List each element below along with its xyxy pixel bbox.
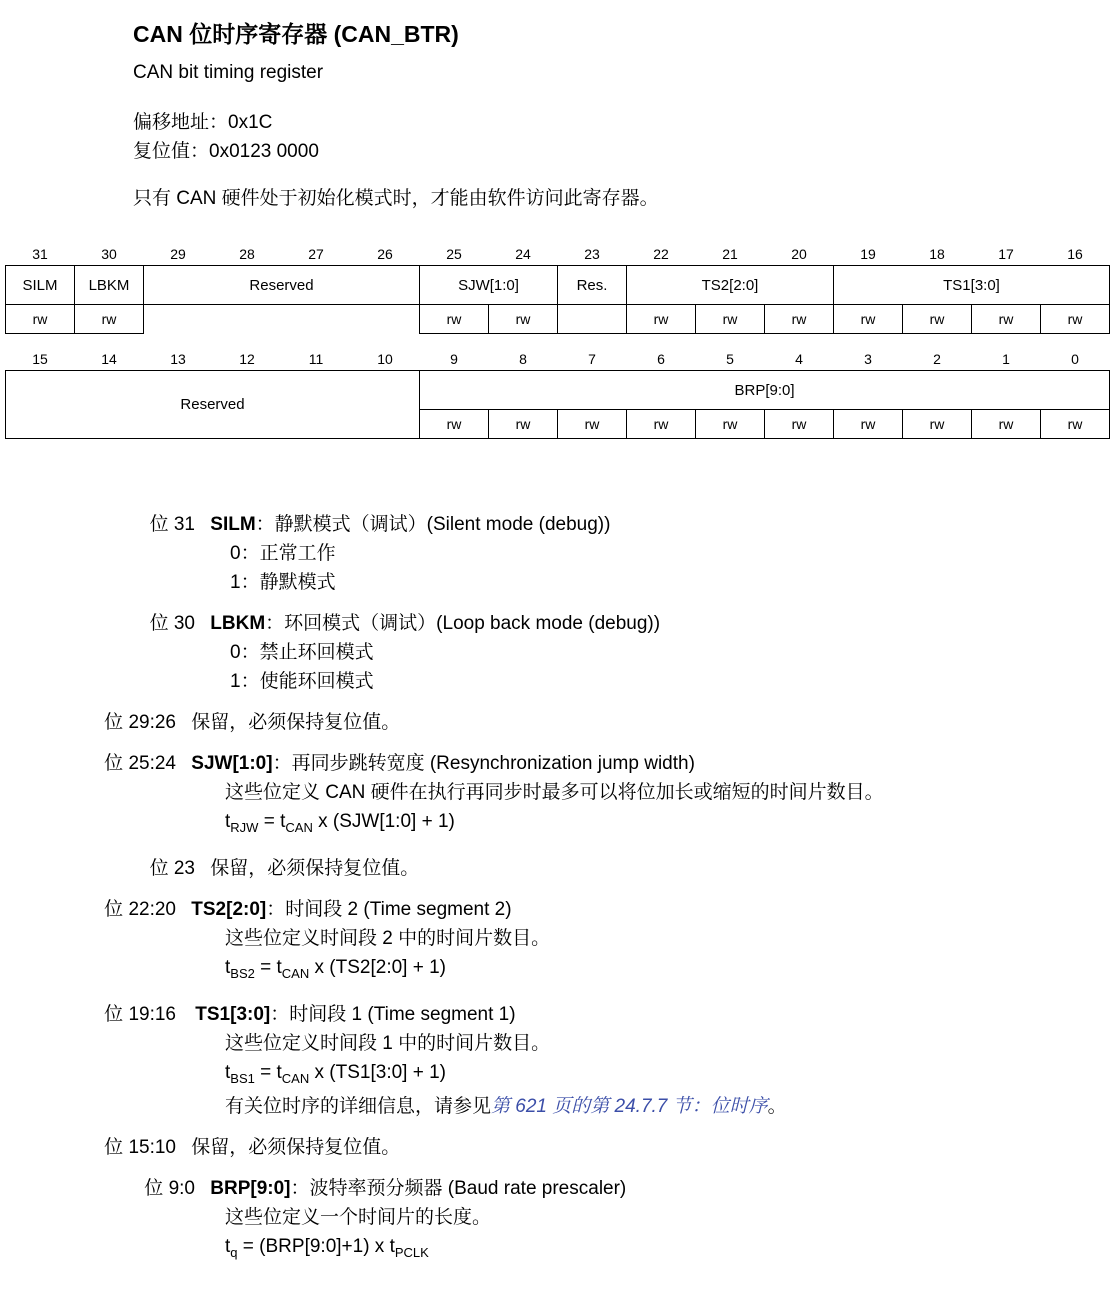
bit-number: 29 [170,246,186,262]
access-cell: rw [75,305,144,334]
register-map-low [5,348,1110,439]
formula-subscript: PCLK [394,1245,429,1261]
access-cell: rw [420,410,489,439]
section-link[interactable]: 第 621 页的第 24.7.7 节：位时序 [491,1096,768,1118]
access-cell: rw [834,305,903,334]
field-title: ：时间段 1 (Time segment 1) [270,1003,516,1025]
bit-number: 24 [515,246,531,262]
bit-number: 25 [446,246,462,262]
bit-range: 位 22:20 [104,898,176,920]
description-reserved-23 [0,854,1115,883]
bit-number: 15 [32,351,48,367]
access-cell: rw [1041,410,1110,439]
page-title: CAN 位时序寄存器 (CAN_BTR) [133,21,459,47]
access-cell [558,305,627,334]
access-cell: rw [972,410,1041,439]
bit-field: BRP[9:0] [420,371,1110,410]
bit-number: 0 [1071,351,1079,367]
cross-reference [225,1092,1115,1121]
formula-subscript: BS2 [230,965,255,981]
description-reserved-15-10 [0,1133,1115,1162]
option-0: 0：禁止环回模式 [230,642,374,663]
field-name: SJW[1:0] [191,753,273,774]
formula-part: = (BRP[9:0]+1) x t [237,1236,395,1258]
access-row [6,305,1110,334]
bit-number: 28 [239,246,255,262]
bit-number: 1 [1002,351,1010,367]
bit-number: 10 [377,351,393,367]
field-title: ：时间段 2 (Time segment 2) [266,898,512,920]
access-cell: rw [627,305,696,334]
bit-number: 16 [1067,246,1083,262]
bit-number: 18 [929,246,945,262]
formula-part: = t [254,956,282,978]
bit-number: 26 [377,246,393,262]
description-lbkm [0,609,1115,696]
bit-range: 位 29:26 [104,712,176,733]
bit-field: SJW[1:0] [420,266,558,305]
description-brp [0,1174,1115,1267]
bit-range: 位 19:16 [104,1003,176,1025]
formula-part: x (TS1[3:0] + 1) [309,1061,446,1083]
bit-field: LBKM [75,266,144,305]
access-note: 只有 CAN 硬件处于初始化模式时，才能由软件访问此寄存器。 [133,188,659,209]
register-map-high [5,243,1110,334]
bit-number: 12 [239,351,255,367]
bit-field: Reserved [6,371,420,439]
bit-number: 30 [101,246,117,262]
bit-number: 13 [170,351,186,367]
bit-number-row [6,243,1110,266]
formula-subscript: RJW [230,819,259,835]
formula-subscript: BS1 [230,1070,255,1086]
description-reserved-29-26 [0,708,1115,737]
bit-number: 14 [101,351,117,367]
access-cell-reserved [144,305,420,334]
access-cell: rw [558,410,627,439]
bit-number: 20 [791,246,807,262]
cross-reference-text: 有关位时序的详细信息，请参见 [225,1096,492,1118]
bit-number: 5 [726,351,734,367]
formula-subscript: CAN [285,819,313,835]
access-cell: rw [903,410,972,439]
page-subtitle: CAN bit timing register [133,62,324,83]
bit-range: 位 23 [149,857,195,879]
bit-field: Res. [558,266,627,305]
bit-field: TS2[2:0] [627,266,834,305]
bit-number-row [6,348,1110,371]
description-silm [0,510,1115,597]
bit-range: 位 15:10 [104,1137,176,1159]
bit-number: 22 [653,246,669,262]
formula-subscript: q [230,1245,238,1261]
access-cell: rw [834,410,903,439]
field-formula [225,953,1115,988]
field-title: ：再同步跳转宽度 (Resynchronization jump width) [272,753,695,774]
field-detail: 这些位定义时间段 2 中的时间片数目。 [225,927,551,949]
reserved-text: 保留，必须保持复位值。 [191,712,401,733]
field-formula [225,807,1115,842]
bit-number: 7 [588,351,596,367]
bit-range: 位 31 [149,514,195,535]
bit-field: TS1[3:0] [834,266,1110,305]
bit-range: 位 25:24 [104,753,176,774]
bit-descriptions [0,510,1115,1269]
bit-number: 9 [450,351,458,367]
description-ts2 [0,895,1115,988]
field-name: LBKM [210,613,266,634]
description-ts1 [0,1000,1115,1122]
access-cell: rw [765,410,834,439]
field-formula [225,1232,1115,1267]
formula-part: = t [254,1061,282,1083]
access-cell: rw [627,410,696,439]
bit-field: Reserved [144,266,420,305]
access-cell: rw [696,305,765,334]
access-cell: rw [489,410,558,439]
reserved-text: 保留，必须保持复位值。 [210,857,420,879]
bit-range: 位 30 [149,613,195,634]
field-name: TS1[3:0] [195,1003,271,1025]
reset-value: 复位值：0x0123 0000 [133,141,319,162]
bit-number: 8 [519,351,527,367]
bit-number: 11 [308,351,324,367]
formula-subscript: CAN [281,965,310,981]
access-cell: rw [903,305,972,334]
bit-number: 3 [864,351,872,367]
formula-part: x (SJW[1:0] + 1) [312,811,455,832]
field-formula [225,1058,1115,1093]
field-detail: 这些位定义一个时间片的长度。 [225,1207,492,1229]
option-0: 0：正常工作 [230,543,336,564]
formula-part: t [225,811,231,832]
bit-number: 4 [795,351,803,367]
access-cell: rw [765,305,834,334]
formula-part: t [225,956,231,978]
access-cell: rw [420,305,489,334]
bit-number: 23 [584,246,600,262]
option-1: 1：使能环回模式 [230,671,374,692]
access-cell: rw [1041,305,1110,334]
access-cell: rw [6,305,75,334]
bit-number: 19 [860,246,876,262]
bit-field: SILM [6,266,75,305]
field-title: ：静默模式（调试）(Silent mode (debug)) [255,514,611,535]
description-sjw [0,749,1115,842]
formula-part: = t [258,811,286,832]
formula-subscript: CAN [281,1070,310,1086]
cross-reference-text: 。 [767,1096,787,1118]
field-name: BRP[9:0] [210,1178,291,1200]
bit-number: 27 [308,246,324,262]
bit-number: 21 [722,246,738,262]
access-cell: rw [696,410,765,439]
access-cell: rw [972,305,1041,334]
formula-part: t [225,1236,231,1258]
field-title: ：环回模式（调试）(Loop back mode (debug)) [265,613,661,634]
reserved-text: 保留，必须保持复位值。 [191,1137,401,1159]
field-name: SILM [210,514,256,535]
field-title: ：波特率预分频器 (Baud rate prescaler) [290,1178,627,1200]
bit-field-row [6,371,1110,410]
option-1: 1：静默模式 [230,572,336,593]
bit-number: 31 [32,246,48,262]
field-name: TS2[2:0] [191,898,267,920]
bit-field-row [6,266,1110,305]
field-detail: 这些位定义 CAN 硬件在执行再同步时最多可以将位加长或缩短的时间片数目。 [225,782,884,803]
offset-address: 偏移地址：0x1C [133,112,273,133]
access-cell: rw [489,305,558,334]
field-detail: 这些位定义时间段 1 中的时间片数目。 [225,1032,551,1054]
bit-number: 2 [933,351,941,367]
formula-part: t [225,1061,231,1083]
bit-range: 位 9:0 [144,1178,195,1200]
formula-part: x (TS2[2:0] + 1) [309,956,446,978]
bit-number: 6 [657,351,665,367]
bit-number: 17 [998,246,1014,262]
